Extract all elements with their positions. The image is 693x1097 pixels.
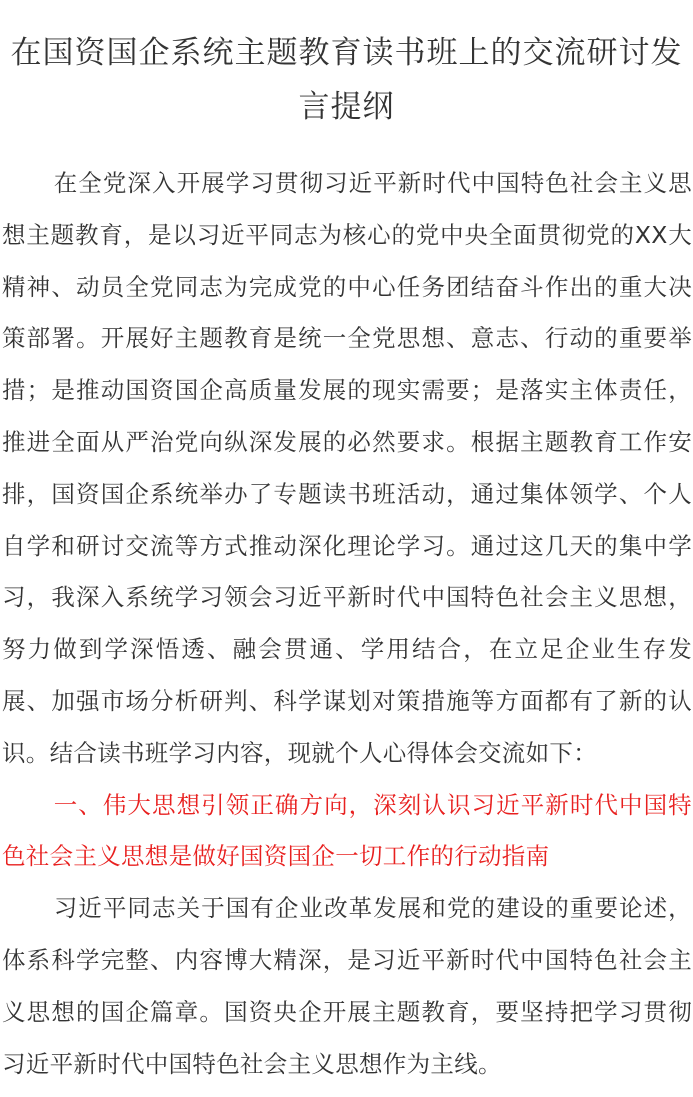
body-paragraph-intro: 在全党深入开展学习贯彻习近平新时代中国特色社会主义思想主题教育，是以习近平同志为核心的党中央全面贯彻党的XX大精神、动员全党同志为完成党的中心任务团结奋斗作出的重大决策部署。开展好主题教育是统一全党思想、意志、行动的重要举措；是推动国资国企高质量发展的现实需要；是落实主体责任，推进全面从严治党向纵深发展的必然要求。根据主题教育工作安排，国资国企系统举办了专题读书班活动，通过集体领学、个人自学和研讨交流等方式推动深化理论学习。通过这几天的集中学习，我深入系统学习领会习近平新时代中国特色社会主义思想，努力做到学深悟透、融会贯通、学用结合，在立足企业生存发展、加强市场分析研判、科学谋划对策措施等方面都有了新的认识。结合读书班学习内容，现就个人心得体会交流如下： bbox=[2, 169, 692, 767]
body-paragraph-section-1: 习近平同志关于国有企业改革发展和党的建设的重要论述，体系科学完整、内容博大精深，是习近平新时代中国特色社会主义思想的国企篇章。国资央企开展主题教育，要坚持把学习贯彻习近平新时代中国特色社会主义思想作为主线。 bbox=[2, 894, 692, 1078]
section-heading-1: 一、伟大思想引领正确方向，深刻认识习近平新时代中国特色社会主义思想是做好国资国企一切工作的行动指南 bbox=[2, 790, 692, 871]
document-title: 在国资国企系统主题教育读书班上的交流研讨发言提纲 bbox=[10, 35, 683, 125]
document-body bbox=[2, 158, 692, 1090]
